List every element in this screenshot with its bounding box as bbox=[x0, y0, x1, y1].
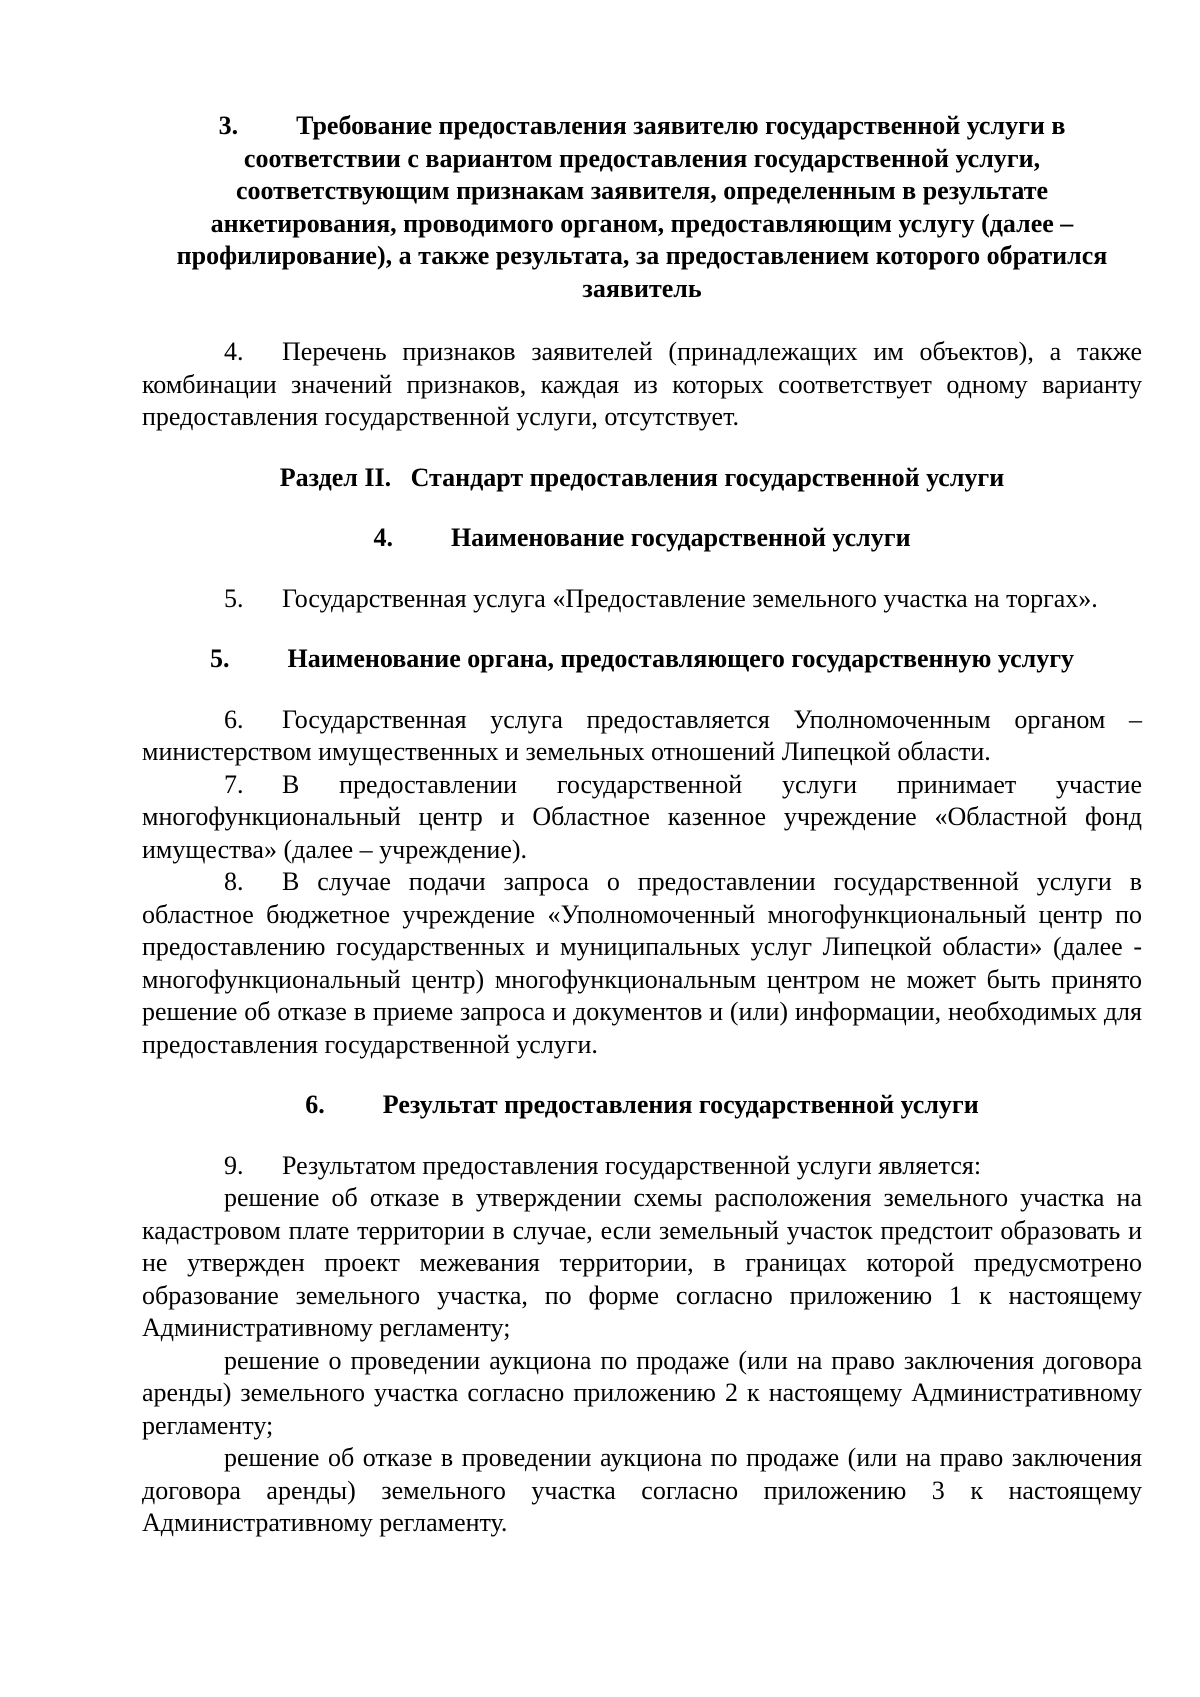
paragraph-5-number: 5. bbox=[224, 583, 244, 613]
paragraph-9-text: Результатом предоставления государственной услуги является: bbox=[282, 1150, 982, 1180]
paragraph-7-text: В предоставлении государственной услуги принимает участие многофункциональный центр и Областное казенное учреждение «Областной фонд имущества» (далее – учреждение). bbox=[142, 769, 1142, 864]
paragraph-5-text: Государственная услуга «Предоставление земельного участка на торгах». bbox=[282, 583, 1098, 613]
section-5-number: 5. bbox=[209, 644, 230, 673]
paragraph-7 bbox=[142, 769, 1142, 867]
paragraph-8 bbox=[142, 866, 1142, 1061]
paragraph-4-number: 4. bbox=[224, 337, 244, 366]
section-4-heading bbox=[142, 522, 1142, 555]
section-6-number: 6. bbox=[305, 1090, 325, 1119]
paragraph-7-number: 7. bbox=[224, 769, 244, 799]
section-3-title: Требование предоставления заявителю государственной услуги в соответствии с вариантом предоставления государственной услуги, соответствующим признакам заявителя, определенным в результате анкетирования, проводимого органом, предоставляющим услугу (далее – профилирование), а также результата, за предоставлением которого обратился заявитель bbox=[176, 111, 1108, 303]
paragraph-6-number: 6. bbox=[224, 704, 244, 734]
document-body bbox=[142, 110, 1142, 1540]
section-5-heading bbox=[142, 643, 1142, 676]
paragraph-9 bbox=[142, 1150, 1142, 1183]
part-2-heading: Раздел II. Стандарт предоставления государственной услуги bbox=[279, 462, 1005, 492]
result-item-1: решение об отказе в утверждении схемы расположения земельного участка на кадастровом плате территории в случае, если земельный участок предстоит образовать и не утвержден проект межевания территории, в границах которой предусмотрено образование земельного участка, по форме согласно приложению 1 к настоящему Административному регламенту; bbox=[142, 1183, 1142, 1342]
paragraph-8-text: В случае подачи запроса о предоставлении государственной услуги в областное бюджетное учреждение «Уполномоченный многофункциональный центр по предоставлению государственных и муниципальных услуг Липецкой области» (далее - многофункциональный центр) многофункциональным центром не может быть принято решение об отказе в приеме запроса и документов и (или) информации, необходимых для предоставления государственной услуги. bbox=[142, 867, 1142, 1059]
paragraph-4-text: Перечень признаков заявителей (принадлежащих им объектов), а также комбинации значений признаков, каждая из которых соответствует одному варианту предоставления государственной услуги, отсутствует. bbox=[142, 337, 1142, 431]
paragraph-5 bbox=[142, 583, 1142, 616]
section-5-title: Наименование органа, предоставляющего государственную услугу bbox=[287, 644, 1075, 673]
section-3-number: 3. bbox=[218, 111, 239, 140]
result-item-3: решение об отказе в проведении аукциона по продаже (или на право заключения договора аренды) земельного участка согласно приложению 3 к настоящему Административному регламенту. bbox=[142, 1443, 1142, 1537]
section-3-heading bbox=[152, 110, 1132, 305]
section-6-title: Результат предоставления государственной услуги bbox=[382, 1090, 979, 1119]
paragraph-4 bbox=[142, 336, 1142, 434]
section-4-title: Наименование государственной услуги bbox=[450, 523, 911, 552]
section-4-number: 4. bbox=[373, 523, 393, 552]
paragraph-8-number: 8. bbox=[224, 867, 244, 896]
paragraph-6 bbox=[142, 704, 1142, 769]
paragraph-6-text: Государственная услуга предоставляется Уполномоченным органом – министерством имущественных и земельных отношений Липецкой области. bbox=[142, 704, 1142, 766]
section-6-heading bbox=[142, 1089, 1142, 1122]
result-item-2: решение о проведении аукциона по продаже (или на право заключения договора аренды) земельного участка согласно приложению 2 к настоящему Административному регламенту; bbox=[142, 1345, 1142, 1440]
paragraph-9-number: 9. bbox=[224, 1150, 244, 1180]
